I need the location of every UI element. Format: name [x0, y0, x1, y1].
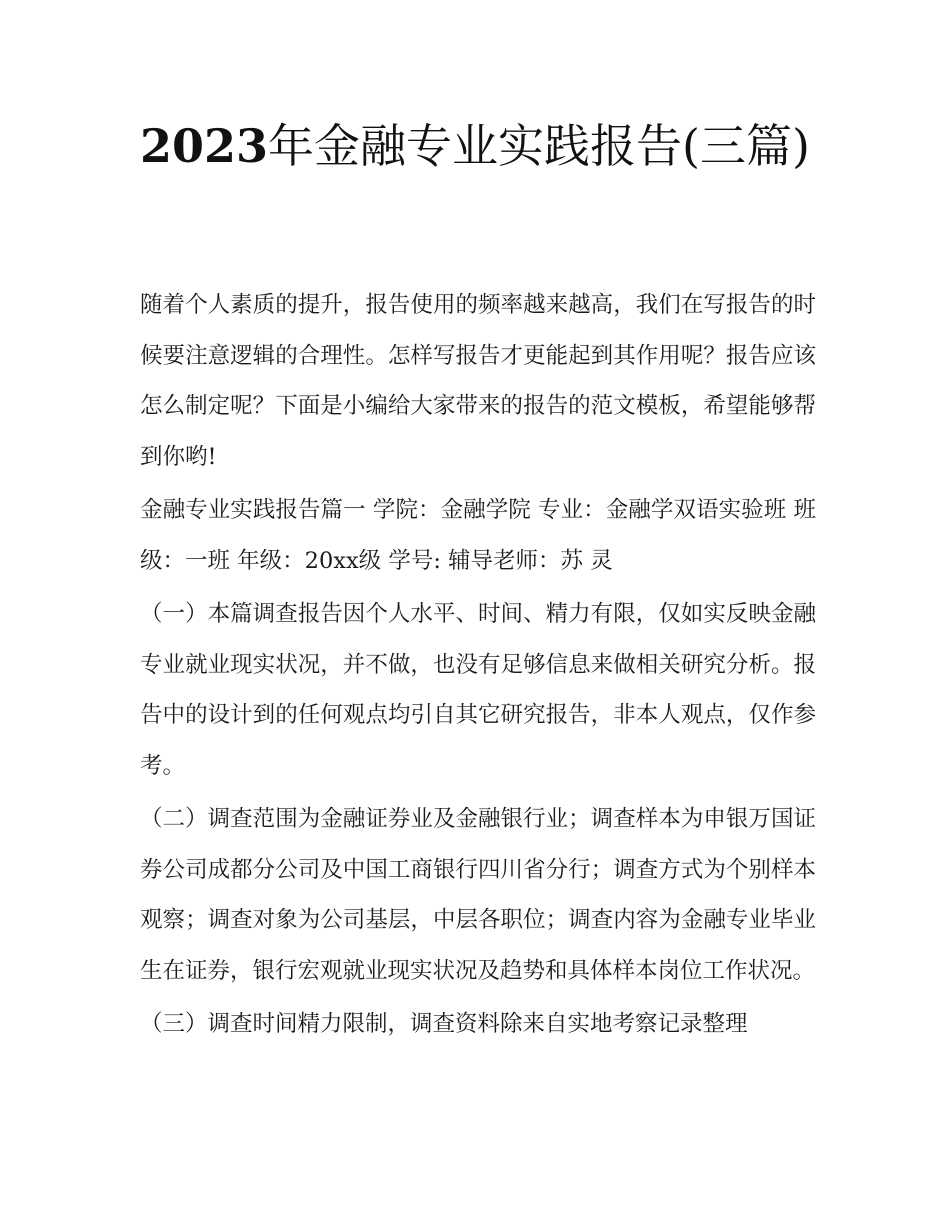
document-body	[140, 280, 816, 1053]
section-one-paragraph: （一）本篇调查报告因个人水平、时间、精力有限，仅如实反映金融专业就业现实状况，并不做，也没有足够信息来做相关研究分析。报告中的设计到的任何观点均引自其它研究报告，非本人观点，仅作参考。	[140, 601, 816, 779]
document-title	[140, 108, 820, 184]
title-year: 2023	[140, 119, 269, 173]
intro-paragraph: 随着个人素质的提升，报告使用的频率越来越高，我们在写报告的时候要注意逻辑的合理性。怎样写报告才更能起到其作用呢？报告应该怎么制定呢？下面是小编给大家带来的报告的范文模板，希望能够帮到你哟!	[140, 292, 816, 470]
title-text: 年金融专业实践报告(三篇)	[268, 119, 810, 173]
report-header-paragraph: 金融专业实践报告篇一 学院：金融学院 专业：金融学双语实验班 班级：一班 年级：20xx级 学号: 辅导老师：苏 灵	[140, 497, 816, 574]
section-two-paragraph: （二）调查范围为金融证券业及金融银行业；调查样本为申银万国证券公司成都分公司及中国工商银行四川省分行；调查方式为个别样本观察；调查对象为公司基层，中层各职位；调查内容为金融专业毕业生在证券，银行宏观就业现实状况及趋势和具体样本岗位工作状况。	[140, 806, 816, 984]
section-three-paragraph: （三）调查时间精力限制，调查资料除来自实地考察记录整理	[140, 1011, 748, 1037]
